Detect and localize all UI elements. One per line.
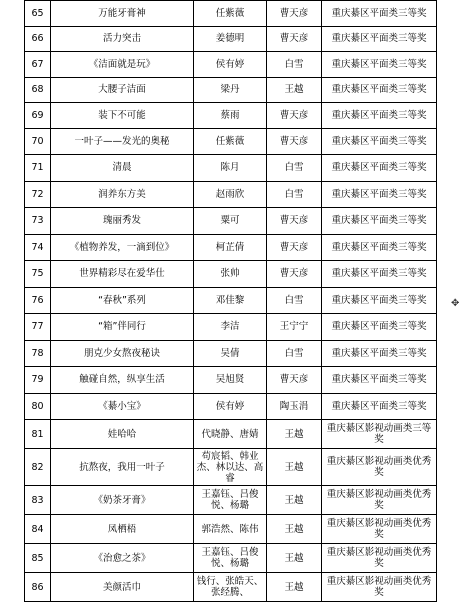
table-row: [25, 544, 437, 573]
table-row: [25, 420, 437, 449]
table-row: [25, 287, 437, 314]
award-level: 重庆綦区平面类三等奖: [322, 367, 437, 394]
author-names: 李洁: [194, 314, 267, 341]
award-level: 重庆綦区影视动画类优秀奖: [322, 544, 437, 573]
table-row: [25, 340, 437, 367]
work-title: 触碰自然，纵享生活: [51, 367, 194, 394]
table-row: [25, 367, 437, 394]
author-names: 陈月: [194, 155, 267, 182]
author-names: 任紫薇: [194, 1, 267, 27]
row-number: 72: [25, 181, 51, 208]
award-level: 重庆綦区平面类三等奖: [322, 340, 437, 367]
row-number: 74: [25, 234, 51, 261]
award-level: 重庆綦区平面类三等奖: [322, 103, 437, 129]
work-title: 世界精彩尽在爱华仕: [51, 261, 194, 288]
work-title: 瑰丽秀发: [51, 208, 194, 235]
table-row: [25, 449, 437, 486]
awards-table: [24, 0, 437, 602]
award-level: 重庆綦区平面类三等奖: [322, 128, 437, 155]
work-title: 抗熬夜，我用一叶子: [51, 449, 194, 486]
award-level: 重庆綦区平面类三等奖: [322, 77, 437, 103]
teacher-name: 曹天彦: [267, 26, 322, 52]
author-names: 吴旭贤: [194, 367, 267, 394]
row-number: 76: [25, 287, 51, 314]
award-level: 重庆綦区影视动画类三等奖: [322, 420, 437, 449]
award-level: 重庆綦区平面类三等奖: [322, 314, 437, 341]
move-cursor-icon: ✥: [451, 298, 460, 309]
row-number: 71: [25, 155, 51, 182]
table-row: [25, 77, 437, 103]
row-number: 83: [25, 486, 51, 515]
teacher-name: 曹天彦: [267, 128, 322, 155]
teacher-name: 白雪: [267, 52, 322, 78]
teacher-name: 曹天彦: [267, 261, 322, 288]
table-row: [25, 573, 437, 602]
row-number: 86: [25, 573, 51, 602]
work-title: 娃哈哈: [51, 420, 194, 449]
row-number: 73: [25, 208, 51, 235]
table-row: [25, 128, 437, 155]
row-number: 81: [25, 420, 51, 449]
row-number: 70: [25, 128, 51, 155]
teacher-name: 白雪: [267, 287, 322, 314]
row-number: 85: [25, 544, 51, 573]
document-page: [24, 0, 436, 602]
award-level: 重庆綦区平面类三等奖: [322, 181, 437, 208]
row-number: 75: [25, 261, 51, 288]
teacher-name: 陶玉涓: [267, 393, 322, 420]
row-number: 66: [25, 26, 51, 52]
author-names: 姜德明: [194, 26, 267, 52]
teacher-name: 白雪: [267, 181, 322, 208]
row-number: 82: [25, 449, 51, 486]
award-level: 重庆綦区平面类三等奖: [322, 287, 437, 314]
author-names: 任紫薇: [194, 128, 267, 155]
award-level: 重庆綦区影视动画类优秀奖: [322, 486, 437, 515]
row-number: 80: [25, 393, 51, 420]
work-title: 美颜活巾: [51, 573, 194, 602]
award-level: 重庆綦区平面类三等奖: [322, 393, 437, 420]
author-names: 柯芷倩: [194, 234, 267, 261]
table-row: [25, 486, 437, 515]
work-title: 凤栖梧: [51, 515, 194, 544]
work-title: “春秋”系列: [51, 287, 194, 314]
award-level: 重庆綦区平面类三等奖: [322, 261, 437, 288]
awards-table-body: [25, 1, 437, 602]
work-title: 清晨: [51, 155, 194, 182]
teacher-name: 王越: [267, 449, 322, 486]
row-number: 78: [25, 340, 51, 367]
author-names: 蔡雨: [194, 103, 267, 129]
author-names: 王嘉钰、吕俊悦、杨璐: [194, 486, 267, 515]
author-names: 王嘉钰、吕俊悦、杨璐: [194, 544, 267, 573]
teacher-name: 王越: [267, 420, 322, 449]
work-title: 活力突击: [51, 26, 194, 52]
award-level: 重庆綦区平面类三等奖: [322, 1, 437, 27]
row-number: 67: [25, 52, 51, 78]
row-number: 69: [25, 103, 51, 129]
table-row: [25, 314, 437, 341]
table-row: [25, 155, 437, 182]
work-title: “箱”伴同行: [51, 314, 194, 341]
author-names: 邓佳黎: [194, 287, 267, 314]
award-level: 重庆綦区影视动画类优秀奖: [322, 515, 437, 544]
award-level: 重庆綦区平面类三等奖: [322, 234, 437, 261]
row-number: 65: [25, 1, 51, 27]
row-number: 77: [25, 314, 51, 341]
teacher-name: 曹天彦: [267, 1, 322, 27]
author-names: 张帅: [194, 261, 267, 288]
teacher-name: 白雪: [267, 155, 322, 182]
award-level: 重庆綦区平面类三等奖: [322, 155, 437, 182]
author-names: 粟可: [194, 208, 267, 235]
author-names: 赵雨欣: [194, 181, 267, 208]
award-level: 重庆綦区平面类三等奖: [322, 26, 437, 52]
work-title: 《洁面就是玩》: [51, 52, 194, 78]
author-names: 梁丹: [194, 77, 267, 103]
author-names: 侯有婷: [194, 393, 267, 420]
author-names: 侯有婷: [194, 52, 267, 78]
work-title: 《奶茶牙膏》: [51, 486, 194, 515]
row-number: 79: [25, 367, 51, 394]
teacher-name: 曹天彦: [267, 234, 322, 261]
teacher-name: 王越: [267, 544, 322, 573]
table-row: [25, 393, 437, 420]
work-title: 朋克少女熬夜秘诀: [51, 340, 194, 367]
work-title: 大腰子洁面: [51, 77, 194, 103]
table-row: [25, 208, 437, 235]
award-level: 重庆綦区影视动画类优秀奖: [322, 449, 437, 486]
teacher-name: 王越: [267, 515, 322, 544]
table-row: [25, 26, 437, 52]
work-title: 《綦小宝》: [51, 393, 194, 420]
author-names: 吴倩: [194, 340, 267, 367]
teacher-name: 白雪: [267, 340, 322, 367]
award-level: 重庆綦区平面类三等奖: [322, 52, 437, 78]
author-names: 钱行、张皓天、张经腾、: [194, 573, 267, 602]
work-title: 装下不可能: [51, 103, 194, 129]
work-title: 万能牙膏神: [51, 1, 194, 27]
author-names: 苟宸韬、韩业杰、林以达、高睿: [194, 449, 267, 486]
work-title: 《治愈之茶》: [51, 544, 194, 573]
author-names: 郭浩然、陈伟: [194, 515, 267, 544]
table-row: [25, 103, 437, 129]
teacher-name: 王宁宁: [267, 314, 322, 341]
row-number: 84: [25, 515, 51, 544]
work-title: 一叶子——发光的奥秘: [51, 128, 194, 155]
teacher-name: 王越: [267, 77, 322, 103]
teacher-name: 曹天彦: [267, 103, 322, 129]
work-title: 润养东方美: [51, 181, 194, 208]
award-level: 重庆綦区平面类三等奖: [322, 208, 437, 235]
teacher-name: 曹天彦: [267, 367, 322, 394]
table-row: [25, 234, 437, 261]
teacher-name: 王越: [267, 573, 322, 602]
table-row: [25, 515, 437, 544]
table-row: [25, 181, 437, 208]
table-row: [25, 1, 437, 27]
award-level: 重庆綦区影视动画类优秀奖: [322, 573, 437, 602]
author-names: 代晓静、唐婧: [194, 420, 267, 449]
table-row: [25, 261, 437, 288]
row-number: 68: [25, 77, 51, 103]
teacher-name: 曹天彦: [267, 208, 322, 235]
work-title: 《植物养发，一滴到位》: [51, 234, 194, 261]
table-row: [25, 52, 437, 78]
teacher-name: 王越: [267, 486, 322, 515]
